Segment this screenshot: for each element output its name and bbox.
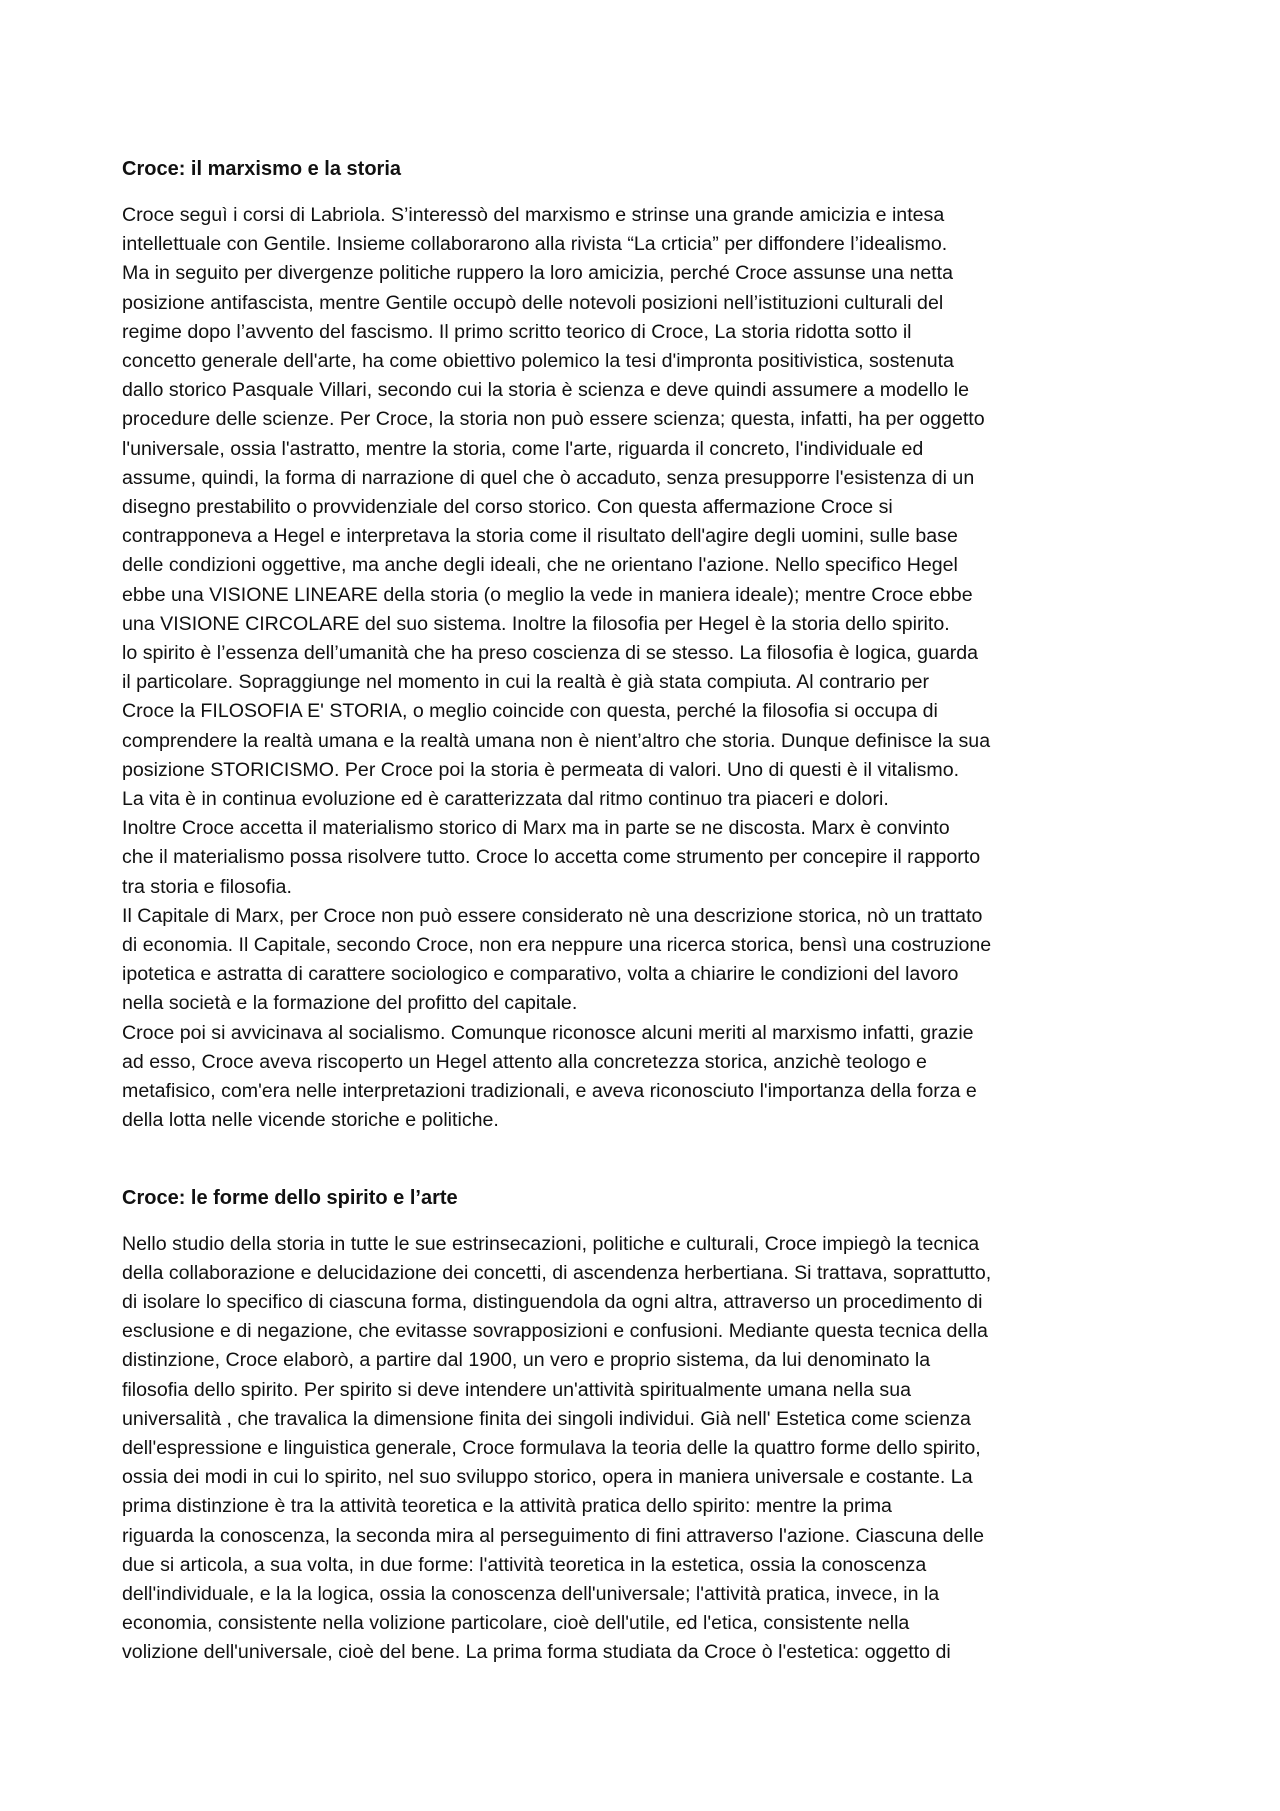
text-line: Inoltre Croce accetta il materialismo storico di Marx ma in parte se ne discosta. Marx è convinto (122, 817, 950, 840)
text-line: Croce la FILOSOFIA E' STORIA, o meglio coincide con questa, perché la filosofia si occupa di (122, 700, 938, 723)
text-line: dell'individuale, e la la logica, ossia la conoscenza dell'universale; l'attività pratica, invece, in la (122, 1582, 940, 1605)
text-line: filosofia dello spirito. Per spirito si deve intendere un'attività spiritualmente umana nella sua (122, 1378, 912, 1401)
text-line: esclusione e di negazione, che evitasse sovrapposizioni e confusioni. Mediante questa tecnica della (122, 1320, 988, 1343)
text-line: una VISIONE CIRCOLARE del suo sistema. Inoltre la filosofia per Hegel è la storia dello spirito. (122, 612, 950, 635)
text-line: delle condizioni oggettive, ma anche degli ideali, che ne orientano l'azione. Nello specifico Hegel (122, 554, 958, 577)
text-line: distinzione, Croce elaborò, a partire dal 1900, un vero e proprio sistema, da lui denominato la (122, 1349, 931, 1372)
section-body (122, 1230, 1094, 1668)
text-line: prima distinzione è tra la attività teoretica e la attività pratica dello spirito: mentre la prima (122, 1495, 892, 1518)
text-line: disegno prestabilito o provvidenziale del corso storico. Con questa affermazione Croce si (122, 496, 893, 519)
text-line: contrapponeva a Hegel e interpretava la storia come il risultato dell'agire degli uomini, sulle base (122, 525, 958, 548)
text-line: procedure delle scienze. Per Croce, la storia non può essere scienza; questa, infatti, ha per oggetto (122, 408, 985, 431)
section-body (122, 201, 1094, 1136)
section-forme-spirito-arte (122, 1184, 1094, 1668)
section-spacer (122, 1136, 1094, 1184)
text-line: della lotta nelle vicende storiche e politiche. (122, 1109, 499, 1132)
text-line: regime dopo l’avvento del fascismo. Il primo scritto teorico di Croce, La storia ridotta sotto il (122, 320, 912, 343)
text-line: il particolare. Sopraggiunge nel momento in cui la realtà è già stata compiuta. Al contrario per (122, 671, 930, 694)
text-line: nella società e la formazione del profitto del capitale. (122, 992, 578, 1015)
text-line: ossia dei modi in cui lo spirito, nel suo sviluppo storico, opera in maniera universale e costante. La (122, 1466, 973, 1489)
text-line: Nello studio della storia in tutte le sue estrinsecazioni, politiche e culturali, Croce impiegò la tecnica (122, 1232, 980, 1255)
text-line: riguarda la conoscenza, la seconda mira al perseguimento di fini attraverso l'azione. Ciascuna delle (122, 1524, 984, 1547)
text-line: l'universale, ossia l'astratto, mentre la storia, come l'arte, riguarda il concreto, l'individuale ed (122, 437, 924, 460)
text-line: comprendere la realtà umana e la realtà umana non è nient’altro che storia. Dunque definisce la sua (122, 729, 991, 752)
text-line: due si articola, a sua volta, in due forme: l'attività teoretica in la estetica, ossia la conoscenza (122, 1553, 927, 1576)
text-column (122, 155, 1094, 1668)
text-line: Ma in seguito per divergenze politiche ruppero la loro amicizia, perché Croce assunse una netta (122, 262, 954, 285)
text-line: universalità , che travalica la dimensione finita dei singoli individui. Già nell' Estetica come scienza (122, 1407, 971, 1430)
text-line: Croce poi si avvicinava al socialismo. Comunque riconosce alcuni meriti al marxismo infatti, grazie (122, 1021, 974, 1044)
text-line: ad esso, Croce aveva riscoperto un Hegel attento alla concretezza storica, anzichè teologo e (122, 1050, 927, 1073)
text-line: dallo storico Pasquale Villari, secondo cui la storia è scienza e deve quindi assumere a modello le (122, 379, 969, 402)
text-line: ipotetica e astratta di carattere sociologico e comparativo, volta a chiarire le condizioni del lavoro (122, 963, 959, 986)
text-line: posizione STORICISMO. Per Croce poi la storia è permeata di valori. Uno di questi è il vitalismo. (122, 758, 960, 781)
text-line: Il Capitale di Marx, per Croce non può essere considerato nè una descrizione storica, nò un trattato (122, 904, 983, 927)
text-line: che il materialismo possa risolvere tutto. Croce lo accetta come strumento per concepire il rapporto (122, 846, 981, 869)
text-line: dell'espressione e linguistica generale, Croce formulava la teoria delle la quattro forme dello spirito, (122, 1436, 981, 1459)
text-line: concetto generale dell'arte, ha come obiettivo polemico la tesi d'impronta positivistica, sostenuta (122, 350, 954, 373)
text-line: Croce seguì i corsi di Labriola. S’interessò del marxismo e strinse una grande amicizia e intesa (122, 204, 945, 226)
section-heading: Croce: le forme dello spirito e l’arte (122, 1186, 458, 1209)
section-heading: Croce: il marxismo e la storia (122, 158, 402, 180)
text-line: della collaborazione e delucidazione dei concetti, di ascendenza herbertiana. Si trattava, soprattutto, (122, 1261, 992, 1284)
text-line: di isolare lo specifico di ciascuna forma, distinguendola da ogni altra, attraverso un procedimento di (122, 1290, 983, 1313)
text-line: di economia. Il Capitale, secondo Croce, non era neppure una ricerca storica, bensì una costruzione (122, 934, 992, 957)
text-line: assume, quindi, la forma di narrazione di quel che ò accaduto, senza presupporre l'esistenza di un (122, 466, 975, 489)
text-line: lo spirito è l’essenza dell’umanità che ha preso coscienza di se stesso. La filosofia è logica, guarda (122, 642, 979, 665)
section-marxismo-storia (122, 155, 1094, 1136)
text-line: ebbe una VISIONE LINEARE della storia (o meglio la vede in maniera ideale); mentre Croce ebbe (122, 583, 973, 606)
text-line: metafisico, com'era nelle interpretazioni tradizionali, e aveva riconosciuto l'importanza della forza e (122, 1080, 977, 1103)
text-line: volizione dell'universale, cioè del bene. La prima forma studiata da Croce ò l'estetica: oggetto di (122, 1641, 951, 1664)
text-line: La vita è in continua evoluzione ed è caratterizzata dal ritmo continuo tra piaceri e dolori. (122, 788, 889, 811)
text-line: tra storia e filosofia. (122, 875, 292, 898)
text-line: intellettuale con Gentile. Insieme collaborarono alla rivista “La crticia” per diffondere l’idealismo. (122, 233, 948, 256)
text-line: economia, consistente nella volizione particolare, cioè dell'utile, ed l'etica, consistente nella (122, 1612, 910, 1635)
text-line: posizione antifascista, mentre Gentile occupò delle notevoli posizioni nell’istituzioni culturali del (122, 291, 944, 314)
